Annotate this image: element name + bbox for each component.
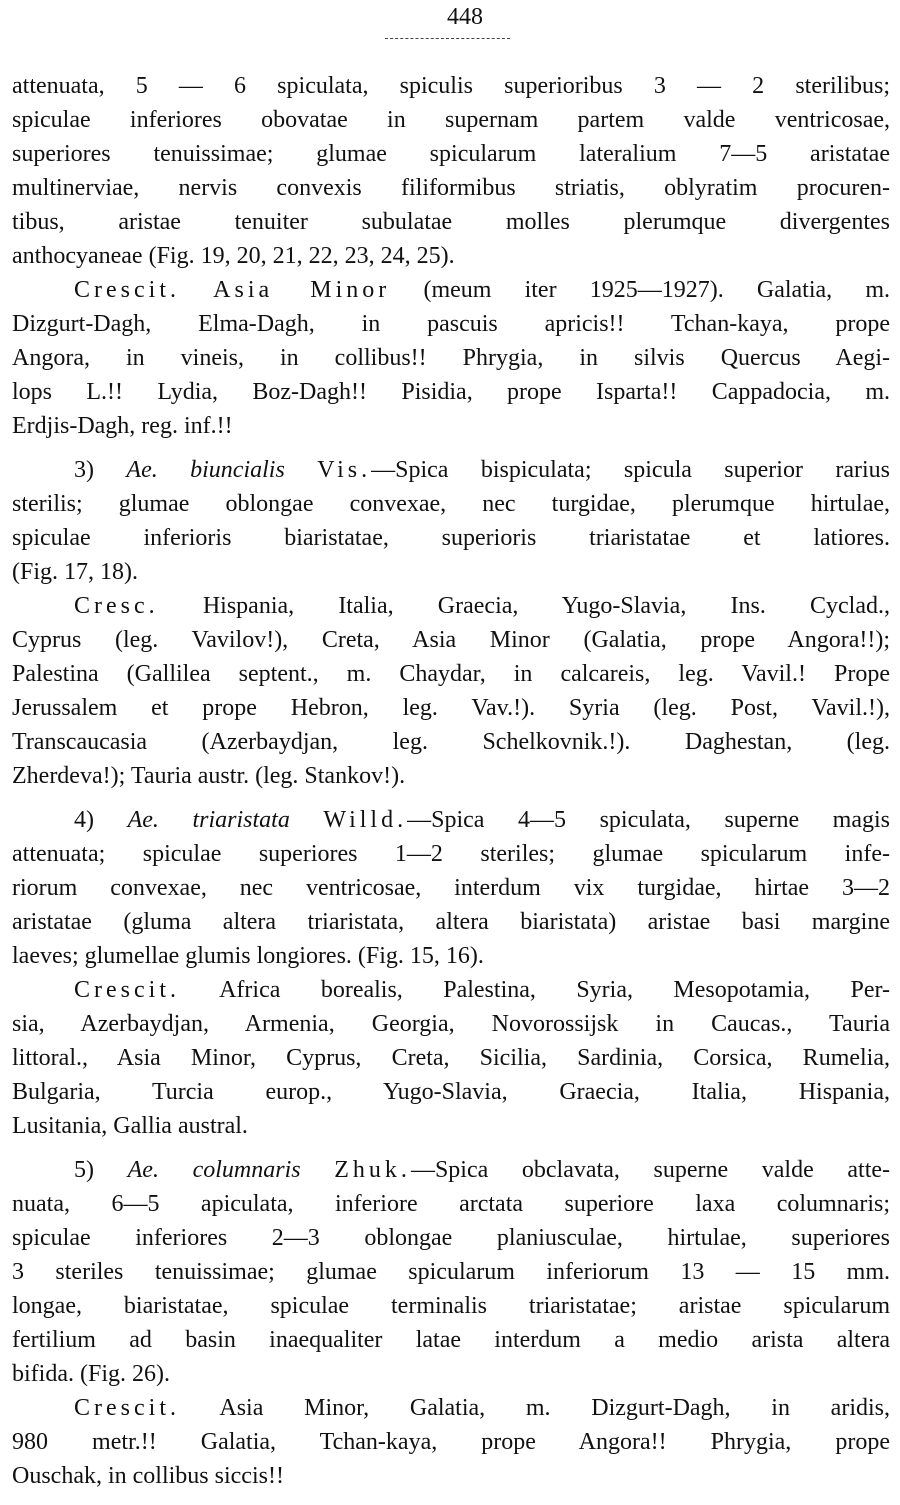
- text-segment: riorum convexae, nec ventricosae, interdum vix turgidae, hirtae 3—2: [12, 875, 890, 901]
- text-line: [12, 341, 890, 375]
- paragraph: [12, 803, 890, 973]
- text-line: [12, 171, 890, 205]
- spaced-text: Crescit.: [74, 277, 180, 303]
- spaced-text: Vis.: [317, 457, 372, 483]
- text-segment: 5): [74, 1157, 128, 1183]
- text-segment: sia, Azerbaydjan, Armenia, Georgia, Novorossijsk in Caucas., Tauria: [12, 1011, 890, 1037]
- text-line: [12, 759, 890, 793]
- paragraph: [12, 1153, 890, 1391]
- text-segment: —Spica 4—5 spiculata, superne magis: [407, 807, 890, 833]
- text-line: [12, 939, 890, 973]
- text-segment: laeves; glumellae glumis longiores. (Fig. 15, 16).: [12, 943, 484, 969]
- text-line: [12, 555, 890, 589]
- text-segment: anthocyaneae (Fig. 19, 20, 21, 22, 23, 24, 25).: [12, 243, 455, 269]
- text-segment: Ouschak, in collibus siccis!!: [12, 1463, 284, 1489]
- text-segment: [285, 457, 317, 483]
- text-segment: 980 metr.!! Galatia, Tchan-kaya, prope Angora!! Phrygia, prope: [12, 1429, 890, 1455]
- text-segment: Palestina (Gallilea septent., m. Chaydar, in calcareis, leg. Vavil.! Prope: [12, 661, 890, 687]
- text-segment: 3 steriles tenuissimae; glumae spicularum inferiorum 13 — 15 mm.: [12, 1259, 890, 1285]
- spaced-text: Willd.: [323, 807, 408, 833]
- text-line: [12, 273, 890, 307]
- text-segment: 3): [74, 457, 127, 483]
- text-segment: Asia Minor, Galatia, m. Dizgurt-Dagh, in aridis,: [179, 1395, 890, 1421]
- text-line: [12, 725, 890, 759]
- text-segment: Africa borealis, Palestina, Syria, Mesopotamia, Per-: [179, 977, 890, 1003]
- text-segment: [290, 807, 324, 833]
- text-segment: Jerussalem et prope Hebron, leg. Vav.!). Syria (leg. Post, Vavil.!),: [12, 695, 890, 721]
- paragraph: [12, 453, 890, 589]
- paragraph: [12, 69, 890, 273]
- text-segment: 4): [74, 807, 128, 833]
- text-line: [12, 691, 890, 725]
- text-line: [12, 1109, 890, 1143]
- species-name: Ae. columnaris: [127, 1157, 301, 1183]
- text-line: [12, 69, 890, 103]
- text-line: [12, 973, 890, 1007]
- text-line: [12, 1221, 890, 1255]
- text-segment: Transcaucasia (Azerbaydjan, leg. Schelkovnik.!). Daghestan, (leg.: [12, 729, 890, 755]
- text-line: [12, 1187, 890, 1221]
- text-segment: longae, biaristatae, spiculae terminalis triaristatae; aristae spicularum: [12, 1293, 890, 1319]
- text-segment: bifida. (Fig. 26).: [12, 1361, 170, 1387]
- text-segment: —Spica obclavata, superne valde atte-: [410, 1157, 890, 1183]
- text-line: [12, 589, 890, 623]
- spaced-text: Cresc.: [74, 593, 159, 619]
- text-segment: Bulgaria, Turcia europ., Yugo-Slavia, Graecia, Italia, Hispania,: [12, 1079, 890, 1105]
- text-segment: [180, 277, 213, 303]
- text-line: [12, 657, 890, 691]
- paragraph: [12, 973, 890, 1143]
- text-line: [12, 1459, 890, 1493]
- text-segment: lops L.!! Lydia, Boz-Dagh!! Pisidia, prope Isparta!! Cappadocia, m.: [12, 379, 890, 405]
- paragraph: [12, 273, 890, 443]
- species-name: Ae. triaristata: [127, 807, 290, 833]
- text-line: [12, 239, 890, 273]
- text-line: [12, 409, 890, 443]
- text-segment: Hispania, Italia, Graecia, Yugo-Slavia, Ins. Cyclad.,: [158, 593, 890, 619]
- text-line: [12, 1357, 890, 1391]
- text-segment: Cyprus (leg. Vavilov!), Creta, Asia Minor (Galatia, prope Angora!!);: [12, 627, 890, 653]
- text-line: [12, 1041, 890, 1075]
- spaced-text: Crescit.: [74, 1395, 180, 1421]
- text-line: [12, 803, 890, 837]
- text-segment: spiculae inferiores 2—3 oblongae planiusculae, hirtulae, superiores: [12, 1225, 890, 1251]
- text-line: [12, 871, 890, 905]
- text-segment: Erdjis-Dagh, reg. inf.!!: [12, 413, 233, 439]
- text-segment: (Fig. 17, 18).: [12, 559, 138, 585]
- text-line: [12, 307, 890, 341]
- text-segment: spiculae inferiores obovatae in supernam partem valde ventricosae,: [12, 107, 890, 133]
- header-rule: [385, 38, 510, 39]
- text-line: [12, 205, 890, 239]
- text-line: [12, 1255, 890, 1289]
- text-segment: Zherdeva!); Tauria austr. (leg. Stankov!).: [12, 763, 406, 789]
- text-line: [12, 1425, 890, 1459]
- text-segment: spiculae inferioris biaristatae, superioris triaristatae et latiores.: [12, 525, 890, 551]
- text-line: [12, 905, 890, 939]
- text-segment: aristatae (gluma altera triaristata, altera biaristata) aristae basi margine: [12, 909, 890, 935]
- text-segment: attenuata; spiculae superiores 1—2 steriles; glumae spicularum infe-: [12, 841, 890, 867]
- text-line: [12, 103, 890, 137]
- text-segment: Lusitania, Gallia austral.: [12, 1113, 248, 1139]
- text-line: [12, 487, 890, 521]
- text-segment: Angora, in vineis, in collibus!! Phrygia, in silvis Quercus Aegi-: [12, 345, 890, 371]
- page-number: 448: [447, 4, 483, 30]
- text-line: [12, 453, 890, 487]
- text-segment: superiores tenuissimae; glumae spicularum lateralium 7—5 aristatae: [12, 141, 890, 167]
- text-segment: sterilis; glumae oblongae convexae, nec turgidae, plerumque hirtulae,: [12, 491, 890, 517]
- text-line: [12, 137, 890, 171]
- text-line: [12, 1075, 890, 1109]
- text-line: [12, 375, 890, 409]
- text-line: [12, 521, 890, 555]
- text-line: [12, 1153, 890, 1187]
- text-line: [12, 1323, 890, 1357]
- text-line: [12, 1289, 890, 1323]
- text-segment: [301, 1157, 335, 1183]
- text-segment: multinerviae, nervis convexis filiformibus striatis, oblyratim procuren-: [12, 175, 890, 201]
- spaced-text: Zhuk.: [334, 1157, 411, 1183]
- text-segment: fertilium ad basin inaequaliter latae interdum a medio arista altera: [12, 1327, 890, 1353]
- paragraph: [12, 589, 890, 793]
- text-segment: (meum iter 1925—1927). Galatia, m.: [390, 277, 890, 303]
- text-segment: nuata, 6—5 apiculata, inferiore arctata superiore laxa columnaris;: [12, 1191, 890, 1217]
- text-line: [12, 623, 890, 657]
- spaced-text: Crescit.: [74, 977, 180, 1003]
- text-segment: attenuata, 5 — 6 spiculata, spiculis superioribus 3 — 2 sterilibus;: [12, 73, 890, 99]
- text-line: [12, 1007, 890, 1041]
- body-text: [12, 69, 890, 1493]
- text-line: [12, 837, 890, 871]
- text-segment: Dizgurt-Dagh, Elma-Dagh, in pascuis apricis!! Tchan-kaya, prope: [12, 311, 890, 337]
- text-segment: —Spica bispiculata; spicula superior rarius: [371, 457, 890, 483]
- species-name: Ae. biuncialis: [126, 457, 285, 483]
- text-segment: tibus, aristae tenuiter subulatae molles plerumque divergentes: [12, 209, 890, 235]
- paragraph: [12, 1391, 890, 1493]
- text-line: [12, 1391, 890, 1425]
- spaced-text: Asia Minor: [213, 277, 391, 303]
- text-segment: littoral., Asia Minor, Cyprus, Creta, Sicilia, Sardinia, Corsica, Rumelia,: [12, 1045, 890, 1071]
